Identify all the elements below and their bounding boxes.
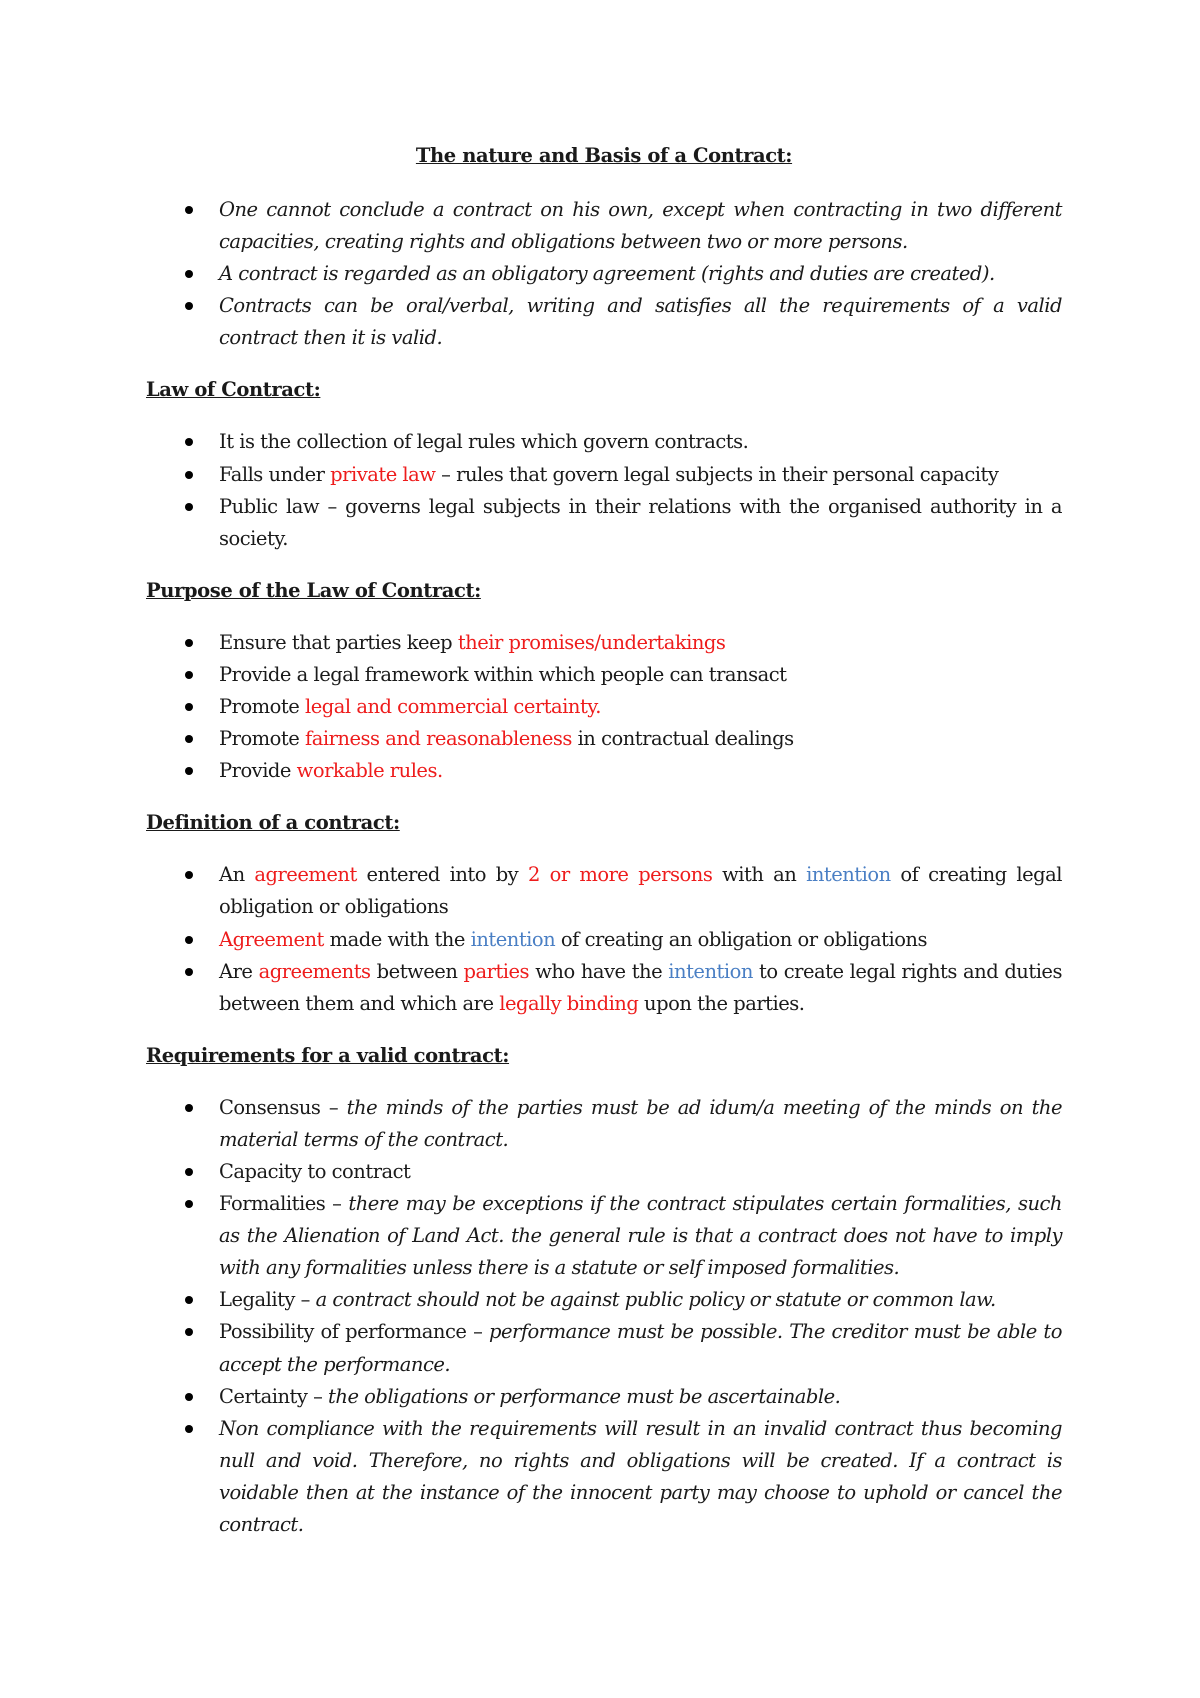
bullet-icon — [185, 438, 193, 446]
list-item: Non compliance with the requirements will result in an invalid contract thus becoming null and void. Therefore, no rights and obligations will be created. If a contract is voidable then at the instance of the innocent party may choose to uphold or cancel the contract. — [146, 1413, 1062, 1541]
list-item: Agreement made with the intention of creating an obligation or obligations — [146, 924, 1062, 956]
bullet-icon — [185, 503, 193, 511]
list-item: An agreement entered into by 2 or more persons with an intention of creating legal obligation or obligations — [146, 859, 1062, 923]
list-item: Provide a legal framework within which people can transact — [146, 659, 1062, 691]
bullet-icon — [185, 206, 193, 214]
bullet-icon — [185, 302, 193, 310]
list-item: Promote fairness and reasonableness in contractual dealings — [146, 723, 1062, 755]
bullet-icon — [185, 703, 193, 711]
section-heading-requirements: Requirements for a valid contract: — [146, 1043, 510, 1067]
list-item: A contract is regarded as an obligatory agreement (rights and duties are created). — [146, 258, 1062, 290]
nature-list — [146, 194, 1062, 354]
bullet-icon — [185, 767, 193, 775]
section-heading-definition: Definition of a contract: — [146, 811, 400, 835]
list-item: Legality – a contract should not be against public policy or statute or common law. — [146, 1284, 1062, 1316]
section-heading-purpose: Purpose of the Law of Contract: — [146, 578, 481, 602]
list-item: Certainty – the obligations or performance must be ascertainable. — [146, 1381, 1062, 1413]
list-item: Consensus – the minds of the parties must be ad idum/a meeting of the minds on the material terms of the contract. — [146, 1092, 1062, 1156]
list-item: Provide workable rules. — [146, 755, 1062, 787]
bullet-icon — [185, 936, 193, 944]
bullet-icon — [185, 1425, 193, 1433]
bullet-icon — [185, 1104, 193, 1112]
bullet-icon — [185, 270, 193, 278]
list-item: Ensure that parties keep their promises/undertakings — [146, 627, 1062, 659]
list-item: Promote legal and commercial certainty. — [146, 691, 1062, 723]
law-list — [146, 426, 1062, 554]
bullet-icon — [185, 968, 193, 976]
bullet-icon — [185, 1328, 193, 1336]
requirements-list — [146, 1092, 1062, 1541]
bullet-icon — [185, 1393, 193, 1401]
list-item: It is the collection of legal rules which govern contracts. — [146, 426, 1062, 458]
list-item: Public law – governs legal subjects in their relations with the organised authority in a society. — [146, 491, 1062, 555]
bullet-icon — [185, 1296, 193, 1304]
purpose-list — [146, 627, 1062, 787]
bullet-icon — [185, 735, 193, 743]
bullet-icon — [185, 671, 193, 679]
list-item: Contracts can be oral/verbal, writing and satisfies all the requirements of a valid contract then it is valid. — [146, 290, 1062, 354]
list-item: One cannot conclude a contract on his own, except when contracting in two different capacities, creating rights and obligations between two or more persons. — [146, 194, 1062, 258]
list-item: Are agreements between parties who have the intention to create legal rights and duties between them and which are legally binding upon the parties. — [146, 956, 1062, 1020]
section-heading-law-of-contract: Law of Contract: — [146, 378, 321, 402]
list-item: Possibility of performance – performance must be possible. The creditor must be able to accept the performance. — [146, 1316, 1062, 1380]
bullet-icon — [185, 1200, 193, 1208]
list-item: Capacity to contract — [146, 1156, 1062, 1188]
list-item: Formalities – there may be exceptions if the contract stipulates certain formalities, such as the Alienation of Land Act. the general rule is that a contract does not have to imply with any formalities unless there is a statute or self imposed formalities. — [146, 1188, 1062, 1284]
definition-list — [146, 859, 1062, 1019]
bullet-icon — [185, 471, 193, 479]
bullet-icon — [185, 1168, 193, 1176]
bullet-icon — [185, 639, 193, 647]
bullet-icon — [185, 871, 193, 879]
document-body — [146, 140, 1062, 1561]
document-title: The nature and Basis of a Contract: — [415, 144, 793, 167]
list-item: Falls under private law – rules that govern legal subjects in their personal capacity — [146, 459, 1062, 491]
